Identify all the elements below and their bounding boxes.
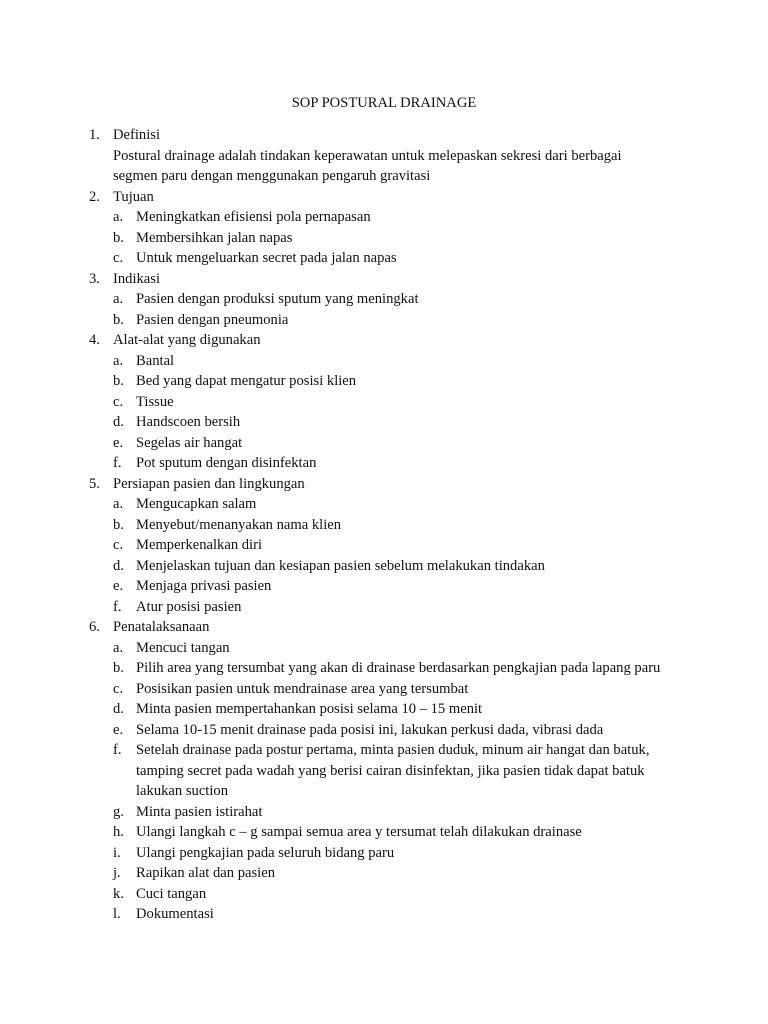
list-item-text: Meningkatkan efisiensi pola pernapasan [136, 209, 371, 225]
list-item-text: Minta pasien mempertahankan posisi selama 10 – 15 menit [136, 701, 483, 717]
section-heading [0, 474, 768, 495]
list-item-text: Posisikan pasien untuk mendrainase area yang tersumbat [136, 680, 469, 697]
list-item-text: lakukan suction [136, 783, 229, 799]
section-number: 4. [89, 332, 100, 348]
list-item-letter: e. [113, 578, 124, 594]
list-item-text: Memperkenalkan diri [136, 537, 263, 553]
list-item-letter: c. [113, 250, 124, 266]
list-item-letter: a. [113, 639, 124, 656]
list-item-letter: f. [113, 742, 122, 758]
list-item-text: Cuci tangan [136, 885, 207, 902]
list-item-text: Minta pasien istirahat [136, 803, 263, 820]
list-item-letter: b. [113, 311, 124, 328]
list-item-text: Menjelaskan tujuan dan kesiapan pasien sebelum melakukan tindakan [136, 557, 545, 574]
list-item-letter: b. [113, 229, 124, 246]
list-item [0, 597, 768, 618]
list-item [0, 884, 768, 905]
list-item [0, 761, 768, 782]
document-title: SOP POSTURAL DRAINAGE [291, 95, 477, 111]
list-item-text: Untuk mengeluarkan secret pada jalan napas [136, 250, 397, 266]
list-item-text: Membersihkan jalan napas [136, 229, 293, 246]
list-item [0, 351, 768, 372]
list-item-letter: i. [113, 844, 121, 861]
section-number: 3. [89, 270, 100, 287]
section-number: 1. [89, 127, 100, 143]
list-item [0, 433, 768, 454]
list-item-letter: d. [113, 701, 124, 717]
list-item-letter: f. [113, 455, 122, 471]
list-item-text: Bantal [136, 352, 175, 369]
list-item [0, 843, 768, 864]
section-heading-text: Alat-alat yang digunakan [113, 332, 261, 348]
list-item-letter: a. [113, 209, 124, 225]
paragraph-text: segmen paru dengan menggunakan pengaruh gravitasi [113, 168, 431, 184]
list-item [0, 802, 768, 823]
list-item-letter: h. [113, 824, 124, 840]
list-item-text: Bed yang dapat mengatur posisi klien [136, 373, 357, 389]
section-number: 2. [89, 188, 100, 205]
list-item [0, 371, 768, 392]
list-item-text: Rapikan alat dan pasien [136, 865, 275, 881]
list-item-text: Dokumentasi [136, 906, 214, 922]
list-item-letter: e. [113, 434, 124, 451]
list-item-letter: j. [113, 865, 121, 881]
paragraph-line [0, 166, 768, 187]
list-item-letter: a. [113, 291, 124, 307]
section-heading-text: Tujuan [113, 188, 154, 205]
list-item [0, 576, 768, 597]
list-item [0, 720, 768, 741]
section-heading-text: Persiapan pasien dan lingkungan [113, 475, 305, 492]
list-item-text: Menjaga privasi pasien [136, 578, 272, 594]
list-item [0, 289, 768, 310]
list-item-text: Pasien dengan produksi sputum yang meningkat [136, 291, 419, 307]
list-item [0, 699, 768, 720]
list-item-letter: c. [113, 393, 124, 410]
section-heading [0, 187, 768, 208]
list-item-letter: b. [113, 373, 124, 389]
list-item [0, 535, 768, 556]
list-item [0, 515, 768, 536]
section-number: 6. [89, 619, 100, 635]
list-item-letter: e. [113, 721, 124, 738]
list-item-text: tamping secret pada wadah yang berisi cairan disinfektan, jika pasien tidak dapat batuk [136, 762, 645, 779]
list-item-text: Mengucapkan salam [136, 496, 257, 512]
document-body [0, 125, 768, 925]
list-item [0, 679, 768, 700]
list-item [0, 412, 768, 433]
list-item-text: Pilih area yang tersumbat yang akan di drainase berdasarkan pengkajian pada lapang paru [136, 660, 661, 676]
section-heading [0, 330, 768, 351]
list-item-letter: b. [113, 516, 124, 533]
list-item-text: Segelas air hangat [136, 434, 243, 451]
list-item [0, 453, 768, 474]
section-number: 5. [89, 475, 100, 492]
list-item [0, 392, 768, 413]
list-item-letter: d. [113, 557, 124, 574]
list-item [0, 781, 768, 802]
list-item-text: Pasien dengan pneumonia [136, 311, 289, 328]
list-item-letter: g. [113, 803, 124, 820]
list-item-letter: a. [113, 352, 124, 369]
list-item-text: Mencuci tangan [136, 639, 230, 656]
list-item-letter: c. [113, 680, 124, 697]
section-heading-text: Definisi [113, 127, 161, 143]
list-item [0, 310, 768, 331]
list-item-letter: k. [113, 885, 124, 902]
paragraph-text: Postural drainage adalah tindakan keperawatan untuk melepaskan sekresi dari berbagai [113, 147, 622, 164]
list-item-letter: b. [113, 660, 124, 676]
list-item [0, 248, 768, 269]
list-item [0, 494, 768, 515]
list-item [0, 740, 768, 761]
list-item-text: Pot sputum dengan disinfektan [136, 455, 317, 471]
list-item [0, 863, 768, 884]
list-item [0, 228, 768, 249]
section-heading [0, 269, 768, 290]
list-item-letter: c. [113, 537, 124, 553]
list-item-text: Atur posisi pasien [136, 598, 242, 615]
section-heading [0, 125, 768, 146]
list-item [0, 822, 768, 843]
list-item-text: Ulangi pengkajian pada seluruh bidang paru [136, 844, 395, 861]
list-item-letter: l. [113, 906, 121, 922]
list-item-letter: a. [113, 496, 124, 512]
section-heading-text: Indikasi [113, 270, 161, 287]
list-item [0, 658, 768, 679]
list-item-letter: d. [113, 414, 124, 430]
paragraph-line [0, 146, 768, 167]
section-heading-text: Penatalaksanaan [113, 619, 210, 635]
list-item-text: Ulangi langkah c – g sampai semua area y tersumat telah dilakukan drainase [136, 824, 582, 840]
list-item-text: Handscoen bersih [136, 414, 241, 430]
section-heading [0, 617, 768, 638]
list-item [0, 556, 768, 577]
list-item-text: Menyebut/menanyakan nama klien [136, 516, 342, 533]
list-item [0, 207, 768, 228]
list-item [0, 638, 768, 659]
list-item-letter: f. [113, 598, 122, 615]
list-item-text: Tissue [136, 393, 174, 410]
list-item [0, 904, 768, 925]
list-item-text: Setelah drainase pada postur pertama, minta pasien duduk, minum air hangat dan batuk, [136, 742, 650, 758]
list-item-text: Selama 10-15 menit drainase pada posisi ini, lakukan perkusi dada, vibrasi dada [136, 721, 604, 738]
